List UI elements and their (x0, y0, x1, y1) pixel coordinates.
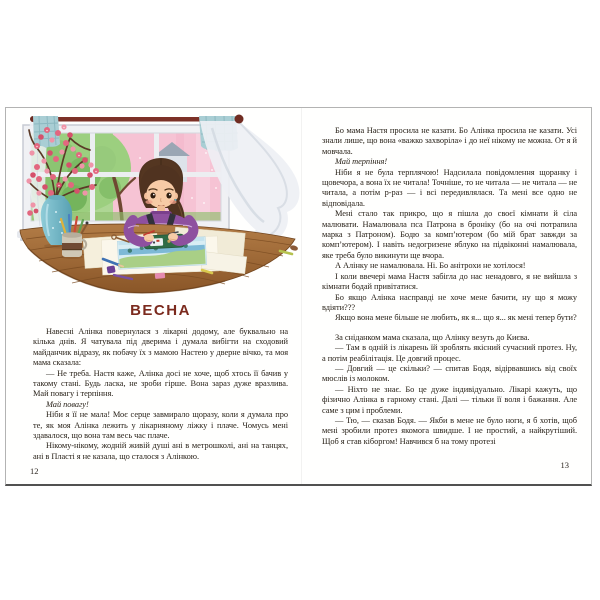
rod-finial (235, 115, 244, 124)
page-number-right: 13 (560, 460, 569, 470)
right-page-text (322, 126, 577, 465)
paragraph: — Довгий — це скільки? — спитав Бодя, відірвавшись від своїх мюслів із молоком. (322, 363, 577, 384)
paragraph: І коли ввечері мама Настя забігла до нас ненадовго, я не вийшла з кімнати бодай привітатися. (322, 271, 577, 292)
spring-illustration (6, 108, 302, 298)
paragraph-italic: Май повагу! (46, 399, 89, 409)
paragraph: Навесні Алінка повернулася з лікарні додому, але буквально на кілька днів. Я чатувала під дверима і думала вибігти на сходовий майданчик відразу, як побачу їх з мамою Настею у дверне вічко, та моя мама сказала: (33, 327, 288, 368)
paragraph: — Там в одній із лікарень їй зроблять якісний сучасний протез. Ну, а потім реабілітація. Це довгий процес. (322, 343, 577, 363)
paragraph-section-start: За сніданком мама сказала, що Алінку везуть до Києва. (335, 332, 530, 342)
paragraph: — Тю, — сказав Бодя. — Якби в мене не було ноги, я б хотів, щоб мені зробили протез якомога швидше. І не простий, а найкрутіший. Щоб я став кіборгом! Навчився б на тому протезі (322, 415, 577, 446)
paragraph: Ніби я не була терплячою! Надсилала повідомлення щоранку і щовечора, а вона їх не читала! Точніше, то не читала — не читала — не читала, а потім р-раз — і всі передивлялася. Та мені все одно не відповідала. (322, 167, 577, 208)
paragraph: Ніби я її не мала! Моє серце завмирало щоразу, коли я думала про те, як моя Алінка лежить у лікарняному ліжку і плаче. Чомусь мені здавалося, що вона там весь час плаче. (33, 410, 288, 441)
page-number-left: 12 (30, 466, 39, 476)
paragraph: А Алінку не намалювала. Ні. Бо анітрохи не хотілося! (335, 261, 526, 271)
paragraph: Бо мама Настя просила не казати. Бо Алінка просила не казати. Усі знали лише, що вона «важко захворіла» і до неї нікому не можна. От я й мовчала. (322, 126, 577, 156)
chapter-title: ВЕСНА (130, 302, 191, 319)
paragraph: Нікому-нікому, жодній живій душі ані в метрошколі, ані на танцях, ані в Пласті я не казала, що сталося з Алінкою. (33, 441, 288, 461)
paragraph: Мені стало так прикро, що я пішла до своєї кімнати й сіла малювати. Намалювала пса Патрона в броніку (бо на очі потрапила марка з Патроном). Бодю за комп’ютером (бо мій брат завжди за комп’ютером). І навіть недогризене яблуко на підвіконні намалювала, яке треба було викинути ще вчора. (322, 209, 577, 260)
paragraph: Якщо вона мене більше не любить, як я... що я... як мені тепер бути? (335, 313, 577, 323)
book-spread (5, 107, 592, 486)
left-page-text (33, 327, 288, 465)
paragraph-italic: Май терпіння! (335, 157, 388, 167)
paragraph: — Не треба. Настя каже, Алінка досі не хоче, щоб хтось її бачив у такому стані. Будь ласка, не зроби гірше. Вона зараз дуже вразлива. Май повагу і терпіння. (33, 368, 288, 399)
paragraph: Бо якщо Алінка насправді не хоче мене бачити, ну що я можу вдіяти??? (322, 292, 577, 312)
paragraph: — Ніхто не знає. Бо це дуже індивідуально. Лікарі кажуть, що фізично Алінка в гарному стані. Далі — тільки її воля і бажання. Але саме з цим і проблеми. (322, 384, 577, 415)
